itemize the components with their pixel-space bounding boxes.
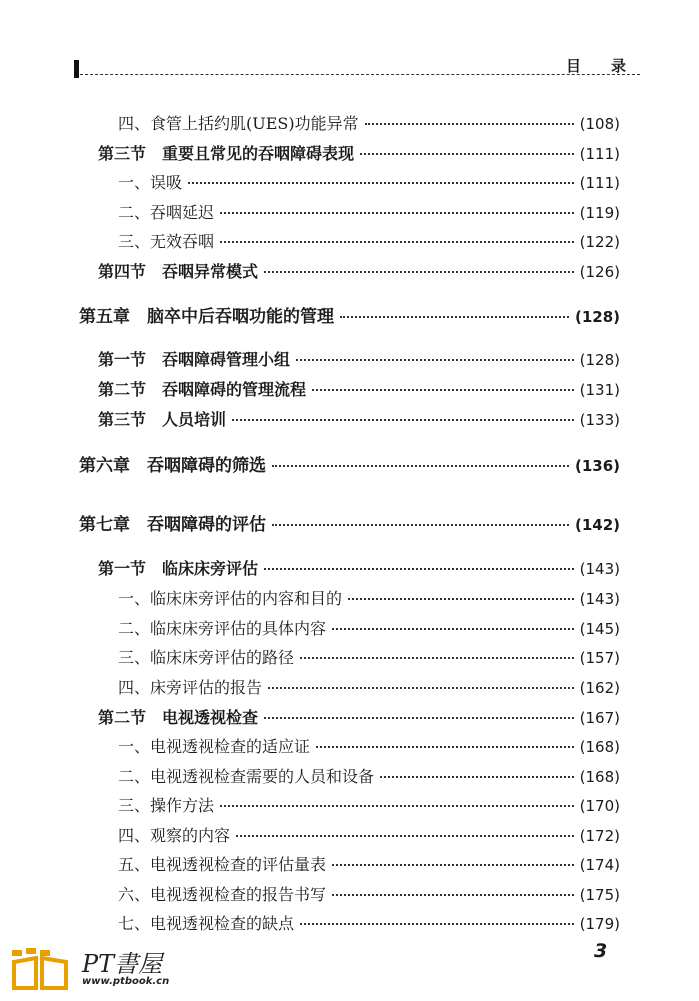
dot-leader	[264, 717, 574, 719]
dot-leader	[268, 687, 574, 689]
toc-entry: 一、电视透视检查的适应证 (168)	[118, 737, 620, 756]
toc-entry: 四、床旁评估的报告 (162)	[118, 678, 620, 697]
header-rule	[80, 74, 640, 75]
toc-entry: 二、吞咽延迟 (119)	[118, 203, 620, 222]
dot-leader	[332, 628, 574, 630]
toc-entry: 第一节 临床床旁评估 (143)	[98, 559, 620, 578]
dot-leader	[312, 389, 574, 391]
book-icon	[10, 948, 72, 990]
dot-leader	[272, 465, 569, 467]
toc-entry: 一、误吸 (111)	[118, 173, 620, 192]
watermark-logo	[10, 940, 190, 995]
toc-entry: 四、观察的内容 (172)	[118, 826, 620, 845]
toc-entry: 第四节 吞咽异常模式 (126)	[98, 262, 620, 281]
dot-leader	[220, 805, 574, 807]
toc-chapter: 第六章 吞咽障碍的筛选 (136)	[79, 456, 620, 476]
dot-leader	[220, 241, 574, 243]
toc-entry: 四、食管上括约肌(UES)功能异常 (108)	[118, 114, 620, 133]
page-number: 3	[594, 940, 608, 962]
dot-leader	[296, 359, 574, 361]
dot-leader	[220, 212, 574, 214]
dot-leader	[188, 182, 574, 184]
dot-leader	[332, 894, 574, 896]
toc-entry: 第一节 吞咽障碍管理小组 (128)	[98, 350, 620, 369]
toc-entry: 第二节 电视透视检查 (167)	[98, 708, 620, 727]
toc-entry: 三、临床床旁评估的路径 (157)	[118, 648, 620, 667]
dot-leader	[365, 123, 574, 125]
watermark-name: PT書屋	[82, 950, 163, 978]
watermark-url: www.ptbook.cn	[82, 976, 170, 987]
dot-leader	[264, 271, 574, 273]
toc-chapter: 第七章 吞咽障碍的评估 (142)	[79, 515, 620, 535]
toc-entry: 第三节 重要且常见的吞咽障碍表现 (111)	[98, 144, 620, 163]
toc-entry: 七、电视透视检查的缺点 (179)	[118, 914, 620, 933]
dot-leader	[300, 923, 574, 925]
toc-entry: 三、无效吞咽 (122)	[118, 232, 620, 251]
dot-leader	[272, 524, 569, 526]
dot-leader	[316, 746, 574, 748]
dot-leader	[300, 657, 574, 659]
dot-leader	[340, 316, 569, 318]
toc-entry: 三、操作方法 (170)	[118, 796, 620, 815]
toc-entry: 第二节 吞咽障碍的管理流程 (131)	[98, 380, 620, 399]
dot-leader	[236, 835, 574, 837]
dot-leader	[380, 776, 574, 778]
toc-entry: 一、临床床旁评估的内容和目的 (143)	[118, 589, 620, 608]
dot-leader	[332, 864, 574, 866]
header-mark	[74, 60, 79, 78]
toc-chapter: 第五章 脑卒中后吞咽功能的管理 (128)	[79, 307, 620, 327]
dot-leader	[360, 153, 574, 155]
dot-leader	[264, 568, 574, 570]
toc-entry: 五、电视透视检查的评估量表 (174)	[118, 855, 620, 874]
toc-entry: 二、临床床旁评估的具体内容 (145)	[118, 619, 620, 638]
toc-entry: 二、电视透视检查需要的人员和设备 (168)	[118, 767, 620, 786]
dot-leader	[232, 419, 574, 421]
toc-entry: 六、电视透视检查的报告书写 (175)	[118, 885, 620, 904]
toc-entry: 第三节 人员培训 (133)	[98, 410, 620, 429]
dot-leader	[348, 598, 574, 600]
running-header: 目录	[566, 57, 657, 75]
